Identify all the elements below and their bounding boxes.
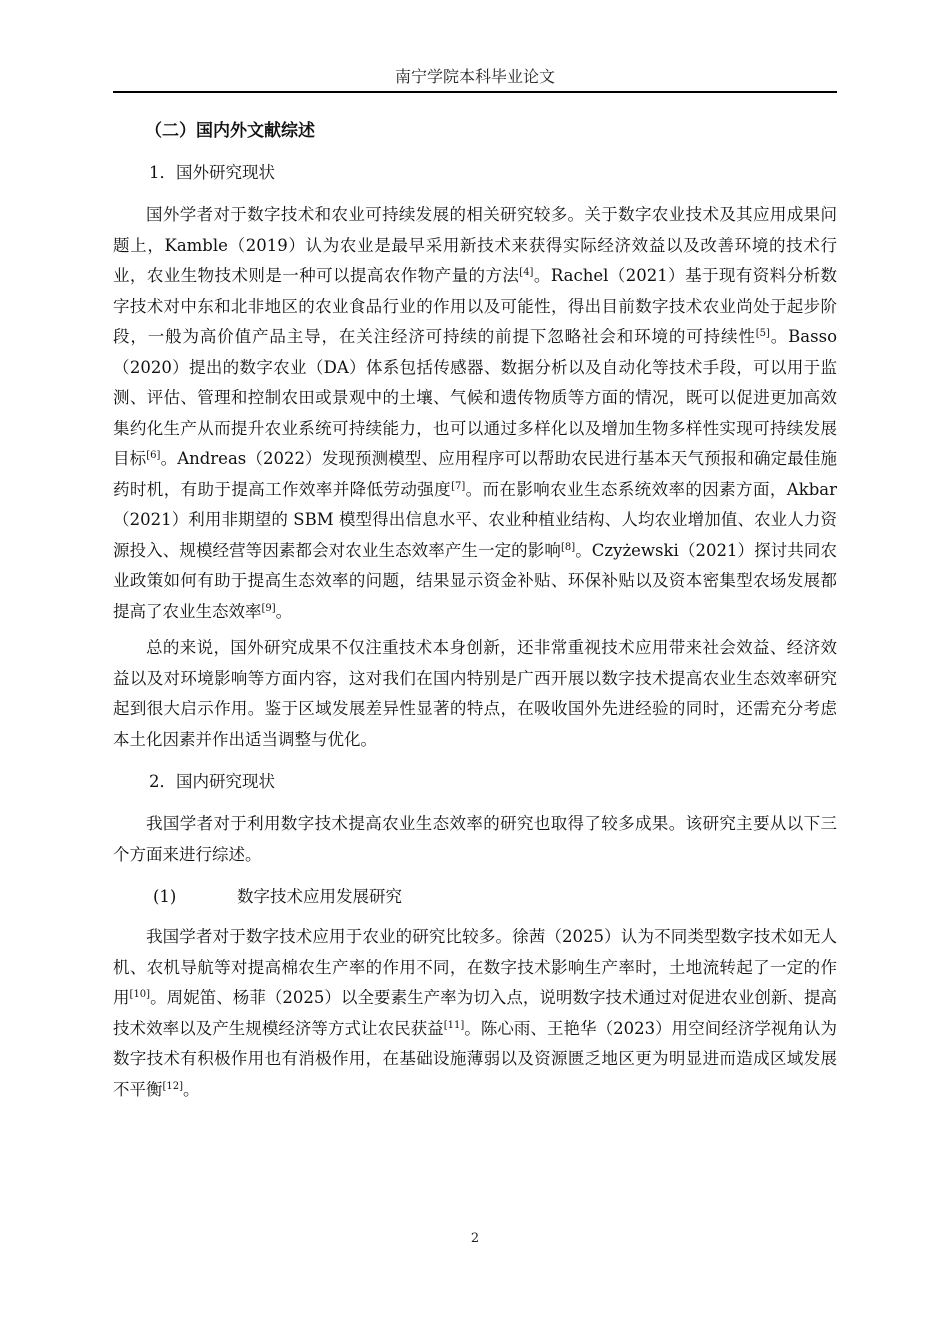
paragraph-foreign-summary: 总的来说，国外研究成果不仅注重技术本身创新，还非常重视技术应用带来社会效益、经济效益以及对环境影响等方面内容，这对我们在国内特别是广西开展以数字技术提高农业生态效率研究起到很大启示作用。鉴于区域发展差异性显著的特点，在吸收国外先进经验的同时，还需充分考虑本土化因素并作出适当调整与优化。 [113,638,837,749]
paragraph-domestic-intro: 我国学者对于利用数字技术提高农业生态效率的研究也取得了较多成果。该研究主要从以下三个方面来进行综述。 [113,814,837,864]
list-item-title: 数字技术应用发展研究 [237,887,402,906]
citation: [4] [519,267,534,278]
paragraph-digital-tech-research [113,922,837,1105]
citation: [5] [755,328,770,339]
text-segment: 。陈心雨、王艳华（2023）用空间经济学视角认为数字技术有积极作用也有消极作用，在基础设施薄弱以及资源匮乏地区更为明显进而造成区域发展不平衡 [113,1018,837,1099]
section-heading: （二）国内外文献综述 [145,121,315,141]
citation: [7] [451,480,466,492]
paragraph-foreign-research [113,200,837,627]
text-segment: 。Basso（2020）提出的数字农业（DA）体系包括传感器、数据分析以及自动化等技术手段，可以用于监测、评估、管理和控制农田或景观中的土壤、气候和遗传物质等方面的情况，既可以促进更加高效集约化生产从而提升农业系统可持续能力，也可以通过多样化以及增加生物多样性实现可持续发展目标 [113,327,837,468]
list-item-number: (1) [153,887,177,906]
text-segment: 。 [275,601,293,621]
text-segment: 。Andreas（2022）发现预测模型、应用程序可以帮助农民进行基本天气预报和确定最佳施药时机，有助于提高工作效率并降低劳动强度 [113,449,838,499]
text-segment: 。 [183,1079,200,1099]
text-segment: 。Rachel（2021）基于现有资料分析数字技术对中东和北非地区的农业食品行业的作用以及可能性，得出目前数字技术农业尚处于起步阶段，一般为高价值产品主导，在关注经济可持续的前提下忽略社会和环境的可持续性 [113,266,838,346]
header-rule [113,91,837,93]
page-body [113,116,837,1111]
text-segment: 。Czyżewski（2021）探讨共同农业政策如何有助于提高生态效率的问题，结果显示资金补贴、环保补贴以及资本密集型农场发展都提高了农业生态效率 [113,540,837,621]
list-item-heading [113,882,837,912]
text-segment: 。周妮笛、杨菲（2025）以全要素生产率为切入点，说明数字技术通过对促进农业创新、提高技术效率以及产生规模经济等方式让农民获益 [113,988,838,1038]
text-segment: 。而在影响农业生态系统效率的因素方面，Akbar（2021）利用非期望的 SBM 模型得出信息水平、农业种植业结构、人均农业增加值、农业人力资源投入、规模经营等因素都会对农业生态效率产生一定的影响 [113,479,837,560]
subsection-heading-domestic: 2．国内研究现状 [149,772,275,791]
citation: [8] [560,541,576,553]
citation: [9] [261,602,276,614]
citation: [12] [162,1080,184,1092]
citation: [10] [129,989,151,1000]
page-number: 2 [470,1231,480,1246]
subsection-heading-foreign: 1．国外研究现状 [149,163,275,182]
text-segment: 我国学者对于数字技术应用于农业的研究比较多。徐茜（2025）认为不同类型数字技术如无人机、农机导航等对提高棉农生产率的作用不同，在数字技术影响生产率时，土地流转起了一定的作用 [113,927,837,1007]
citation: [11] [443,1019,465,1031]
text-segment: 国外学者对于数字技术和农业可持续发展的相关研究较多。关于数字农业技术及其应用成果问题上，Kamble（2019）认为农业是最早采用新技术来获得实际经济效益以及改善环境的技术行业，农业生物技术则是一种可以提高农作物产量的方法 [113,205,837,285]
citation: [6] [146,450,161,461]
page-header-title: 南宁学院本科毕业论文 [394,67,555,86]
